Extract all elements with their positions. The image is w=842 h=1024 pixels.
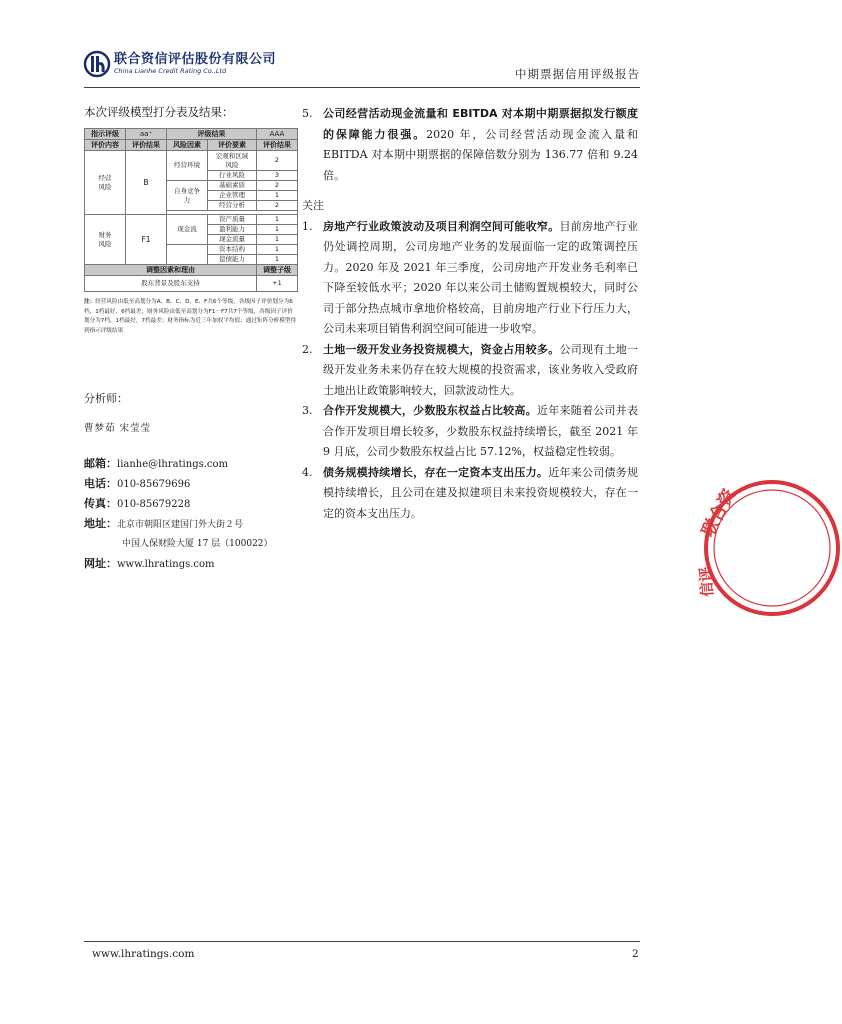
table-row <box>85 215 298 225</box>
address-label: 地址： <box>84 517 117 530</box>
item-headline: 公司经营活动现金流量和 EBITDA 对本期中期票据拟发行额度的保障能力很强。 <box>323 107 638 141</box>
column-header: 评价要素 <box>208 140 257 151</box>
table-row <box>85 151 298 171</box>
factor-name: 自身竞争力 <box>174 186 200 204</box>
item-number: 4. <box>302 465 313 479</box>
table-cell: 2 <box>256 181 297 191</box>
item-number: 2. <box>302 342 313 356</box>
table-cell: 现金流 <box>167 215 208 245</box>
note-label: 注： <box>84 299 96 305</box>
financial-risk-label: 财务风险 <box>98 230 112 248</box>
item-body <box>323 104 638 186</box>
column-header: 评价内容 <box>85 140 126 151</box>
table-cell: 资产质量 <box>208 215 257 225</box>
table-cell: 企业管理 <box>208 191 257 201</box>
table-cell: 行业风险 <box>208 171 257 181</box>
phone-label: 电话： <box>84 477 117 490</box>
table-header-row <box>85 140 298 151</box>
table-cell: 指示评级 <box>85 129 126 140</box>
table-cell: 2 <box>256 201 297 211</box>
table-cell: 经营分析 <box>208 201 257 211</box>
table-cell: 盈利能力 <box>208 225 257 235</box>
website-value[interactable]: www.lhratings.com <box>117 559 215 570</box>
item-text: 近年来公司债务规模持续增长，且公司在建及拟建项目未来投资规模较大，存在一定的资本支出压力。 <box>323 465 639 520</box>
table-cell: 1 <box>256 255 297 265</box>
svg-text:联合资: 联合资 <box>698 485 740 541</box>
item-headline: 房地产行业政策波动及项目利润空间可能收窄。 <box>323 219 560 233</box>
column-header: 风险因素 <box>167 140 208 151</box>
item-headline: 合作开发规模大，少数股东权益占比较高。 <box>323 404 537 417</box>
table-cell: 股东背景及股东支持 <box>85 276 257 292</box>
table-row <box>85 276 298 292</box>
address-line-2: 中国人保财险大厦 17 层（100022） <box>122 539 273 549</box>
business-risk-label: 经营风险 <box>98 173 112 191</box>
phone-value: 010-85679696 <box>117 479 191 490</box>
company-logo <box>84 50 276 78</box>
table-cell: 2 <box>256 151 297 171</box>
item-body <box>323 401 638 463</box>
table-cell: 基础素质 <box>208 181 257 191</box>
page-number: 2 <box>632 948 639 960</box>
website-label: 网址： <box>84 557 117 570</box>
element-name: 宏观和区域风险 <box>215 151 249 169</box>
footer-divider <box>84 941 640 942</box>
list-item <box>302 217 638 340</box>
contact-block <box>84 454 298 574</box>
table-cell <box>208 151 257 171</box>
item-number: 5. <box>302 107 313 120</box>
item-body <box>323 463 638 525</box>
analyst-names: 曹梦茹 宋莹莹 <box>84 423 152 434</box>
table-cell: 1 <box>256 235 297 245</box>
item-headline: 债务规模持续增长，存在一定资本支出压力。 <box>323 465 549 479</box>
item-number: 1. <box>302 219 313 233</box>
fax-label: 传真： <box>84 497 117 510</box>
website-line <box>84 554 298 574</box>
financial-risk-result: F1 <box>126 215 167 265</box>
table-cell: 经营环境 <box>167 151 208 181</box>
table-cell <box>85 215 126 265</box>
note-text: 经营风险由低至高划分为A、B、C、D、E、F共6个等级，各级因子评价划分为6档，1档最好，6档最差；财务风险由低至高划分为F1－F7共7个等级，各级因子评价划分为7档，1档最好，7档最差；财务指标为近三年加权平均值；通过矩阵分析模型得到指示评级结果 <box>84 299 297 334</box>
item-body <box>323 340 638 402</box>
email-value[interactable]: lianhe@lhratings.com <box>117 459 229 470</box>
table-cell: 1 <box>256 225 297 235</box>
table-cell <box>85 151 126 215</box>
item-number: 3. <box>302 404 313 417</box>
business-risk-result: B <box>126 151 167 215</box>
table-cell: 资本结构 <box>208 245 257 255</box>
footer-url[interactable]: www.lhratings.com <box>92 948 195 960</box>
column-header: 评价结果 <box>126 140 167 151</box>
table-cell <box>167 181 208 211</box>
table-cell: 1 <box>256 191 297 201</box>
column-header: 评价结果 <box>256 140 297 151</box>
fax-value: 010-85679228 <box>117 499 191 510</box>
company-name-cn: 联合资信评估股份有限公司 <box>114 52 277 67</box>
table-cell: 1 <box>256 245 297 255</box>
rating-model-table <box>84 128 298 292</box>
item-text: 近年来随着公司并表合作开发项目增长较多，少数股东权益持续增长，截至 2021 年 9 月底，公司少数股东权益占比 57.12%，权益稳定性较弱。 <box>323 404 639 458</box>
item-body <box>323 217 638 340</box>
fax-line <box>84 494 298 514</box>
header-divider <box>84 87 640 88</box>
table-cell: 现金流量 <box>208 235 257 245</box>
item-text: 2020 年，公司经营活动现金流入量和 EBITDA 对本期中期票据的保障倍数分别为 136.77 倍和 9.24 倍。 <box>323 127 638 182</box>
table-cell: 偿债能力 <box>208 255 257 265</box>
table-cell: +1 <box>256 276 297 292</box>
lianhe-logo-icon <box>84 50 110 78</box>
table-cell: 3 <box>256 171 297 181</box>
email-line <box>84 454 298 474</box>
report-title: 中期票据信用评级报告 <box>515 67 640 81</box>
analysts-title: 分析师： <box>84 392 128 405</box>
table-cell: aa⁺ <box>126 129 167 140</box>
table-row <box>85 129 298 140</box>
adjust-header-row <box>85 265 298 276</box>
page-header <box>84 44 640 90</box>
table-cell: AAA <box>256 129 297 140</box>
address-line <box>84 514 298 535</box>
company-name-en: China Lianhe Credit Rating Co.,Ltd <box>114 67 227 75</box>
email-label: 邮箱： <box>84 457 117 470</box>
list-item <box>302 463 638 525</box>
item-headline: 土地一级开发业务投资规模大，资金占用较多。 <box>323 342 560 356</box>
left-column <box>84 104 298 574</box>
model-section-title: 本次评级模型打分表及结果： <box>84 105 234 119</box>
concerns-title: 关注 <box>302 199 324 212</box>
table-note <box>84 298 298 336</box>
list-item <box>302 104 638 186</box>
table-cell <box>167 245 208 265</box>
company-seal-icon <box>696 438 842 658</box>
table-cell: 1 <box>256 215 297 225</box>
right-column <box>302 104 638 524</box>
item-text: 目前房地产行业仍处调控周期，公司房地产业务的发展面临一定的政策调控压力。2020 年及 2021 年三季度，公司房地产开发业务毛利率已下降至较低水平；2020 年以来公司土储购置规模较大，同时公司于部分热点城市拿地价格较高，目前房地产行业下行压力大，公司未来项目销售利润空间可能进一步收窄。 <box>323 219 639 335</box>
item-text: 公司现有土地一级开发业务未来仍存在较大规模的投资需求，该业务收入受政府土地出让政策影响较大，回款波动性大。 <box>323 342 639 397</box>
list-item <box>302 401 638 463</box>
list-item <box>302 340 638 402</box>
svg-text:信评: 信评 <box>696 566 717 598</box>
phone-line <box>84 474 298 494</box>
address-value: 北京市朝阳区建国门外大街２号 <box>117 520 244 530</box>
table-cell: 评级结果 <box>167 129 257 140</box>
column-header: 调整子级 <box>256 265 297 276</box>
column-header: 调整因素和理由 <box>85 265 257 276</box>
